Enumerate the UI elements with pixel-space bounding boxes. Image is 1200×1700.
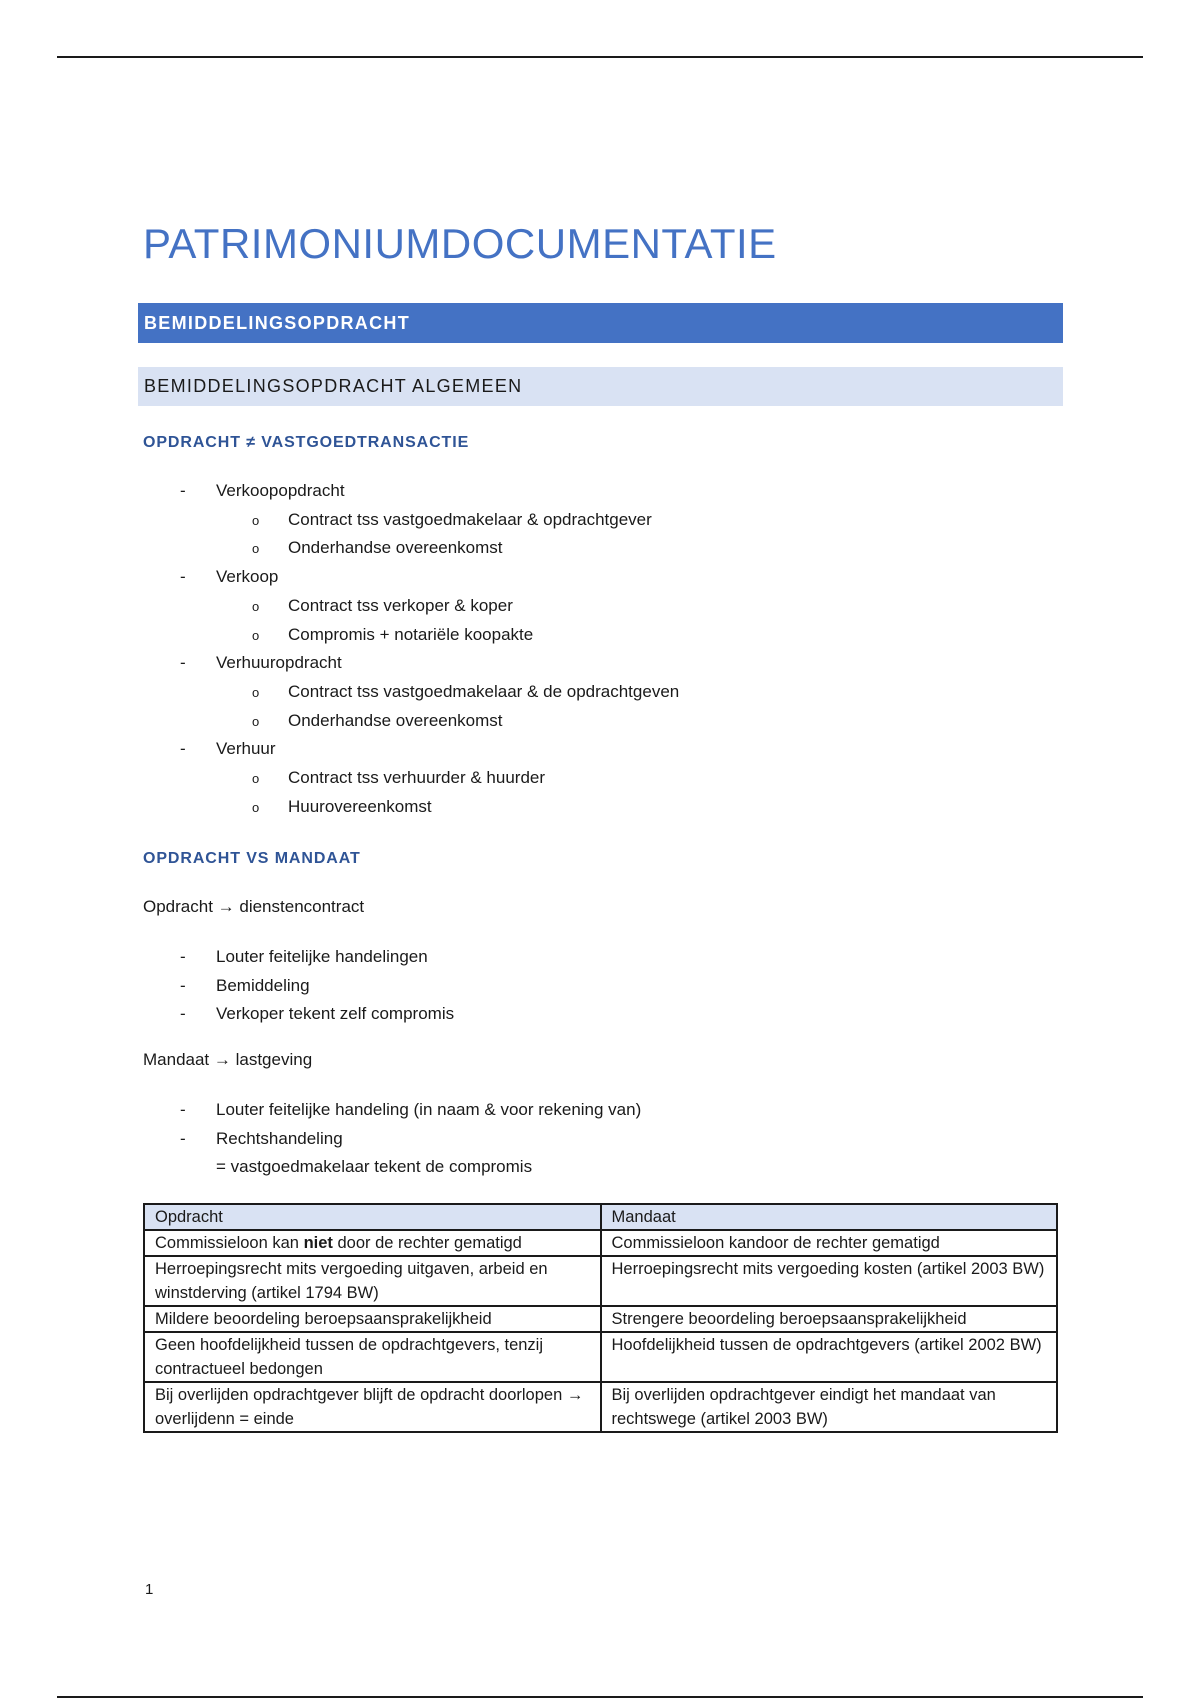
table-row [144,1382,1057,1432]
heading-bemiddelingsopdracht-algemeen: BEMIDDELINGSOPDRACHT ALGEMEEN [138,367,1063,406]
mandaat-definition: Mandaat → lastgeving [143,1050,313,1069]
footer-rule [57,1696,1143,1698]
table-cell: Hoofdelijkheid tussen de opdrachtgevers (artikel 2002 BW) [601,1332,1058,1382]
table-cell: Geen hoofdelijkheid tussen de opdrachtgevers, tenzij contractueel bedongen [144,1332,601,1382]
document-title: PATRIMONIUMDOCUMENTATIE [143,220,777,267]
list-item: o Onderhandse overeenkomst [138,534,679,563]
dash-marker: - [180,481,186,500]
table-cell: Commissieloon kandoor de rechter gematigd [601,1230,1058,1256]
circle-bullet-icon: o [252,684,260,700]
dash-marker: - [180,739,186,759]
table-cell: Bij overlijden opdrachtgever blijft de opdracht doorlopen → overlijdenn = einde [144,1382,601,1432]
table-cell: Commissieloon kan niet door de rechter gematigd [144,1230,601,1256]
table-cell: Strengere beoordeling beroepsaansprakelijkheid [601,1306,1058,1332]
circle-bullet-icon: o [252,771,260,787]
comparison-table [143,1203,1058,1433]
circle-bullet-icon: o [252,799,260,815]
header-opdracht: Opdracht [144,1204,601,1230]
dash-marker: - [180,653,186,673]
circle-bullet-icon: o [252,512,260,528]
list-item: o Huurovereenkomst [138,793,679,822]
list-item: - Verkoper tekent zelf compromis [138,1000,454,1029]
table-row [144,1256,1057,1306]
opdracht-list [138,943,454,1029]
list-item: - Bemiddeling [138,972,454,1001]
table-cell: Mildere beoordeling beroepsaansprakelijkheid [144,1306,601,1332]
opdracht-definition: Opdracht → dienstencontract [143,897,365,916]
circle-bullet-icon: o [252,713,260,729]
header-rule [57,56,1143,58]
list-item: o Contract tss vastgoedmakelaar & opdrachtgever [138,506,679,535]
page-number: 1 [145,1581,154,1598]
dash-marker: - [180,1100,186,1119]
dash-marker: - [180,975,186,995]
list-item: - Verkoop [138,563,679,592]
transaction-list [138,477,679,821]
heading-bemiddelingsopdracht: BEMIDDELINGSOPDRACHT [138,303,1063,343]
dash-marker: - [180,1128,186,1148]
circle-bullet-icon: o [252,598,260,614]
table-row [144,1306,1057,1332]
mandaat-list [138,1096,641,1182]
list-item: o Contract tss verhuurder & huurder [138,764,679,793]
list-continuation: = vastgoedmakelaar tekent de compromis [216,1157,533,1177]
list-item: o Contract tss verkoper & koper [138,592,679,621]
dash-marker: - [180,567,186,587]
list-item: - Verhuuropdracht [138,649,679,678]
heading-opdracht-vs-mandaat: OPDRACHT VS MANDAAT [143,850,361,867]
list-item: o Contract tss vastgoedmakelaar & de opdrachtgeven [138,678,679,707]
table-header-row [144,1204,1057,1230]
dash-marker: - [180,947,186,966]
dash-marker: - [180,1004,186,1024]
table-cell: Herroepingsrecht mits vergoeding uitgaven, arbeid en winstderving (artikel 1794 BW) [144,1256,601,1306]
list-item: - Rechtshandeling [138,1125,641,1154]
circle-bullet-icon: o [252,627,260,643]
list-item: - Verkoopopdracht [138,477,679,506]
table-cell: Bij overlijden opdrachtgever eindigt het mandaat van rechtswege (artikel 2003 BW) [601,1382,1058,1432]
list-item: - Louter feitelijke handelingen [138,943,454,972]
list-item: - Louter feitelijke handeling (in naam & voor rekening van) [138,1096,641,1125]
list-item: o Onderhandse overeenkomst [138,707,679,736]
header-mandaat: Mandaat [601,1204,1058,1230]
list-item: - Verhuur [138,735,679,764]
table-cell: Herroepingsrecht mits vergoeding kosten (artikel 2003 BW) [601,1256,1058,1306]
table-row [144,1332,1057,1382]
heading-opdracht-vastgoedtransactie: OPDRACHT ≠ VASTGOEDTRANSACTIE [143,434,470,451]
table-row [144,1230,1057,1256]
list-item: o Compromis + notariële koopakte [138,621,679,650]
circle-bullet-icon: o [252,541,260,557]
emphasis-niet: niet [303,1234,333,1252]
